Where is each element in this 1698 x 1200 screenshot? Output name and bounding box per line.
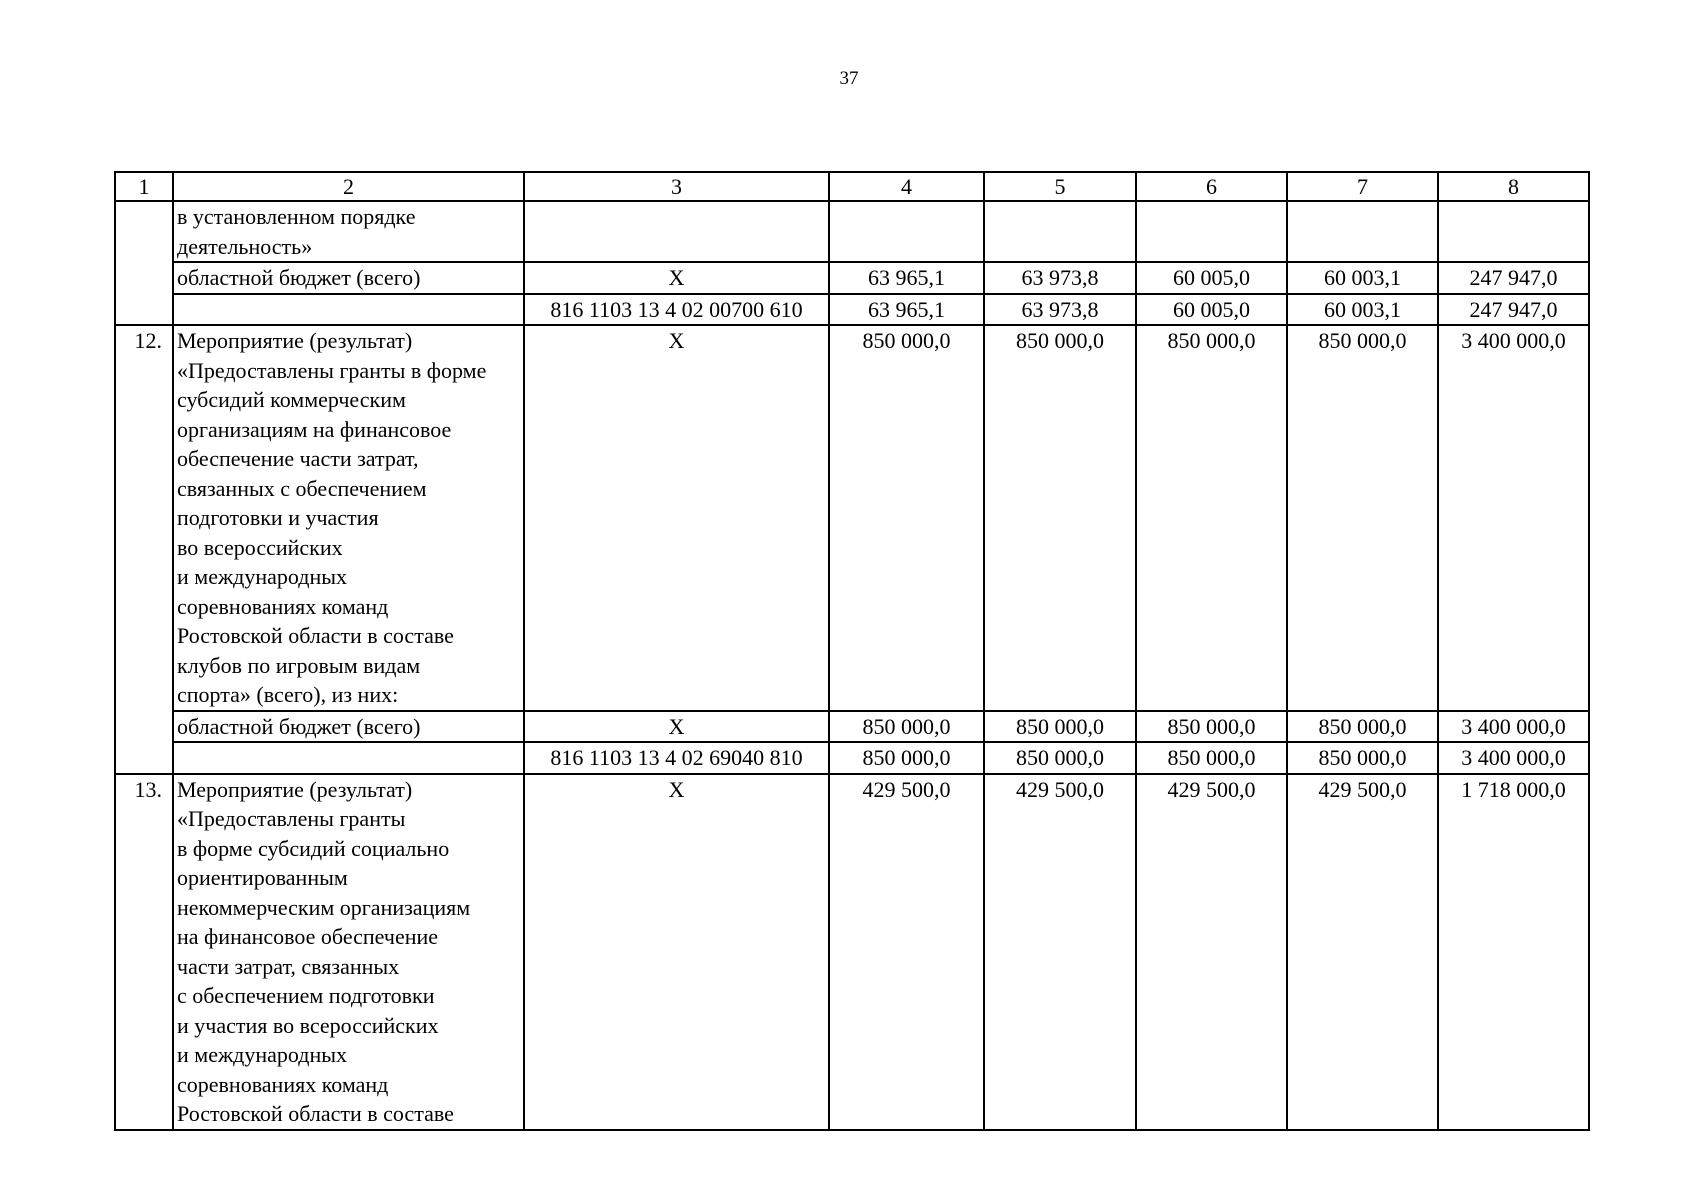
row-name-line: Ростовской области в составе [177, 1101, 454, 1126]
row-number [115, 262, 173, 294]
row-number [115, 742, 173, 774]
amount-cell: 247 947,0 [1438, 262, 1589, 294]
table-row [115, 711, 1589, 743]
amount-cell: 60 005,0 [1136, 262, 1287, 294]
amount-cell: 850 000,0 [1136, 711, 1287, 743]
budget-table [114, 171, 1590, 1131]
table-row [115, 294, 1589, 326]
page-number: 37 [839, 68, 859, 89]
amount-cell: 63 973,8 [984, 294, 1136, 326]
column-number: 6 [1136, 172, 1287, 201]
row-name-line: во всероссийских [177, 534, 343, 560]
amount-cell: 850 000,0 [1287, 325, 1438, 711]
row-name-line: деятельность» [177, 233, 313, 259]
row-name-line: субсидий коммерческим [177, 387, 406, 412]
row-name-line: клубов по игровым видам [177, 652, 421, 678]
budget-code: 816 1103 13 4 02 69040 810 [524, 742, 829, 774]
row-name-line: спорта» (всего), из них: [177, 682, 399, 707]
table-row [115, 262, 1589, 294]
amount-cell: 429 500,0 [1136, 774, 1287, 1130]
column-number: 5 [984, 172, 1136, 201]
budget-code: X [524, 774, 829, 1130]
column-numbers-row [115, 172, 1589, 201]
row-name [173, 711, 524, 743]
row-number: 12. [115, 325, 173, 711]
amount-cell [1287, 201, 1438, 262]
amount-cell [829, 201, 984, 262]
column-number: 7 [1287, 172, 1438, 201]
row-name-line: и международных [177, 1042, 348, 1067]
row-name [173, 201, 524, 262]
amount-cell [984, 201, 1136, 262]
column-number: 2 [173, 172, 524, 201]
column-number: 3 [524, 172, 829, 201]
amount-cell: 850 000,0 [829, 711, 984, 743]
row-name [173, 742, 524, 774]
amount-cell [1438, 201, 1589, 262]
amount-cell: 850 000,0 [829, 742, 984, 774]
row-name-line: и участия во всероссийских [177, 1012, 439, 1038]
row-number [115, 711, 173, 743]
row-name-line: с обеспечением подготовки [177, 983, 435, 1008]
column-number: 1 [115, 172, 173, 201]
row-name [173, 262, 524, 294]
amount-cell: 850 000,0 [984, 325, 1136, 711]
row-name-line: связанных с обеспечением [177, 475, 427, 501]
row-name-line: ориентированным [177, 865, 348, 890]
budget-code: X [524, 711, 829, 743]
budget-code: X [524, 262, 829, 294]
row-name-line: некоммерческим организациям [177, 894, 471, 920]
amount-cell: 63 965,1 [829, 262, 984, 294]
amount-cell: 63 973,8 [984, 262, 1136, 294]
row-name [173, 774, 524, 1130]
column-number: 8 [1438, 172, 1589, 201]
amount-cell: 3 400 000,0 [1438, 742, 1589, 774]
amount-cell: 60 005,0 [1136, 294, 1287, 326]
amount-cell: 850 000,0 [1136, 325, 1287, 711]
row-name-line: «Предоставлены гранты в форме [177, 357, 487, 383]
table-row [115, 201, 1589, 262]
amount-cell: 3 400 000,0 [1438, 325, 1589, 711]
table-row [115, 774, 1589, 1130]
row-number [115, 294, 173, 326]
table-body [115, 201, 1589, 1130]
amount-cell: 1 718 000,0 [1438, 774, 1589, 1130]
amount-cell: 850 000,0 [984, 711, 1136, 743]
amount-cell: 850 000,0 [1287, 742, 1438, 774]
amount-cell: 429 500,0 [1287, 774, 1438, 1130]
amount-cell: 63 965,1 [829, 294, 984, 326]
budget-code: 816 1103 13 4 02 00700 610 [524, 294, 829, 326]
row-name-line: Ростовской области в составе [177, 623, 454, 648]
row-name-line: областной бюджет (всего) [177, 713, 421, 739]
amount-cell: 850 000,0 [829, 325, 984, 711]
amount-cell: 247 947,0 [1438, 294, 1589, 326]
row-name-line: подготовки и участия [177, 505, 379, 530]
row-name-line: соревнованиях команд [177, 1071, 389, 1097]
row-name-line: Мероприятие (результат) [177, 776, 413, 802]
row-name-line: на финансовое обеспечение [177, 924, 439, 949]
amount-cell [1136, 201, 1287, 262]
amount-cell: 429 500,0 [829, 774, 984, 1130]
amount-cell: 850 000,0 [1136, 742, 1287, 774]
row-name-line: организациям на финансовое [177, 416, 452, 442]
row-name-line: и международных [177, 564, 348, 589]
row-name-line: обеспечение части затрат, [177, 446, 419, 471]
row-name-line: «Предоставлены гранты [177, 806, 406, 831]
row-number [115, 201, 173, 262]
row-name-line: Мероприятие (результат) [177, 328, 413, 353]
budget-code [524, 201, 829, 262]
row-name-line: в форме субсидий социально [177, 835, 450, 861]
row-name [173, 294, 524, 326]
amount-cell: 60 003,1 [1287, 294, 1438, 326]
budget-code: X [524, 325, 829, 711]
row-name-line: в установленном порядке [177, 204, 416, 229]
row-name-line: части затрат, связанных [177, 953, 400, 979]
row-name [173, 325, 524, 711]
column-number: 4 [829, 172, 984, 201]
row-name-line: соревнованиях команд [177, 593, 389, 619]
row-name-line: областной бюджет (всего) [177, 265, 421, 290]
row-number: 13. [115, 774, 173, 1130]
amount-cell: 850 000,0 [984, 742, 1136, 774]
table-row [115, 742, 1589, 774]
amount-cell: 429 500,0 [984, 774, 1136, 1130]
amount-cell: 60 003,1 [1287, 262, 1438, 294]
table-row [115, 325, 1589, 711]
amount-cell: 3 400 000,0 [1438, 711, 1589, 743]
amount-cell: 850 000,0 [1287, 711, 1438, 743]
